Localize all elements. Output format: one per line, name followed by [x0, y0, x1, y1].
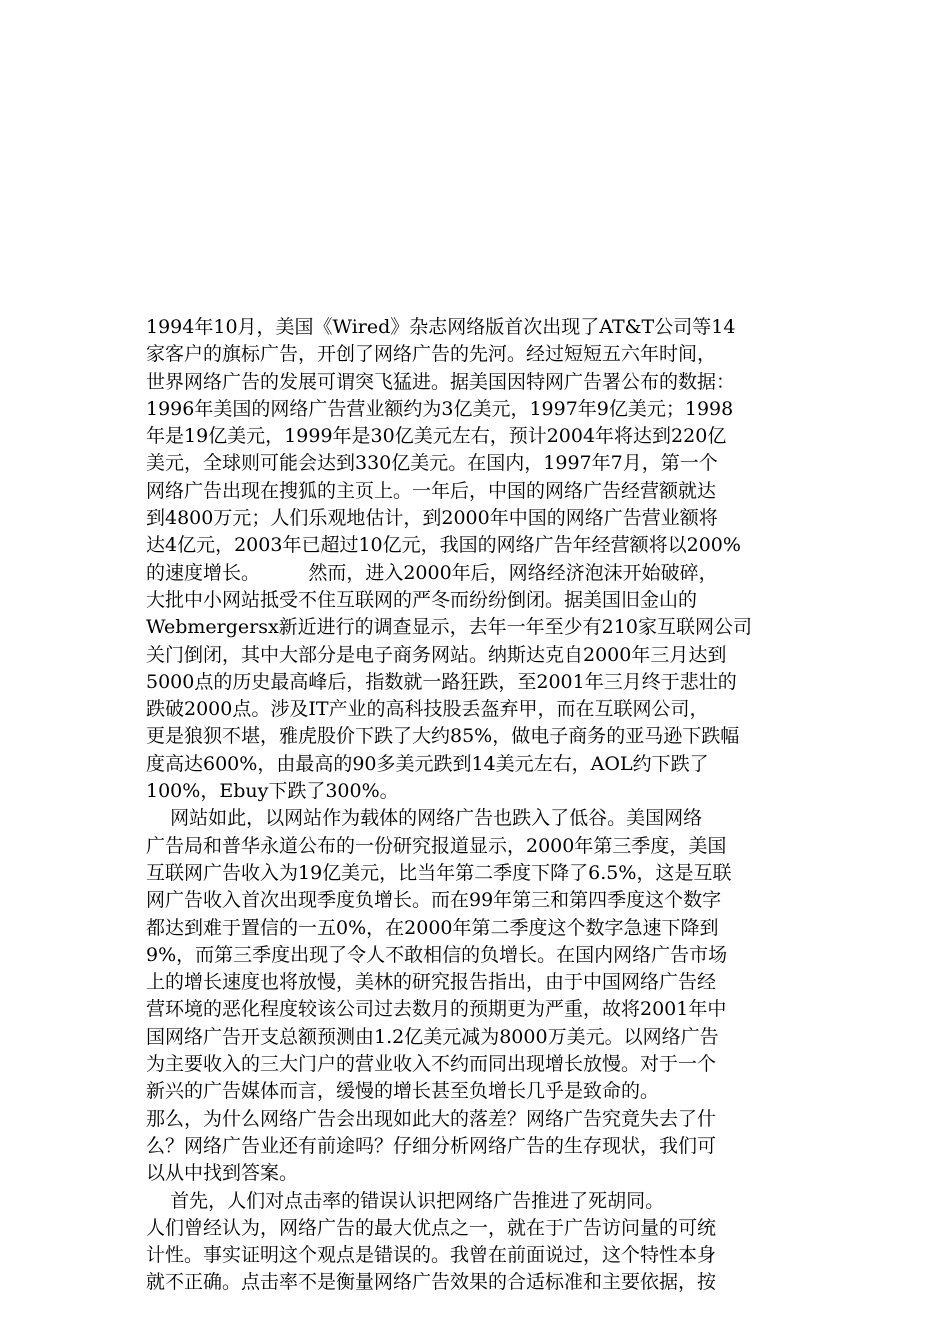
text-line: 那么，为什么网络广告会出现如此大的落差？网络广告究竟失去了什	[146, 1107, 717, 1130]
text-line: 国网络广告开支总额预测由1.2亿美元减为8000万美元。以网络广告	[146, 1025, 719, 1048]
text-line: 年是19亿美元，1999年是30亿美元左右，预计2004年将达到220亿	[146, 425, 727, 448]
text-line: 关门倒闭，其中大部分是电子商务网站。纳斯达克自2000年三月达到	[146, 643, 727, 666]
text-line: 家客户的旗标广告，开创了网络广告的先河。经过短短五六年时间，	[146, 343, 717, 366]
text-line: 就不正确。点击率不是衡量网络广告效果的合适标准和主要依据，按	[146, 1271, 717, 1294]
text-line: 网广告收入首次出现季度负增长。而在99年第三和第四季度这个数字	[146, 889, 722, 912]
text-line: 以从中找到答案。	[146, 1162, 299, 1185]
text-line: 跌破2000点。涉及IT产业的高科技股丢盔弃甲，而在互联网公司，	[146, 698, 709, 721]
text-line: 度高达600%，由最高的90多美元跌到14美元左右，AOL约下跌了	[146, 752, 709, 775]
text-line: 都达到难于置信的一五0%，在2000年第二季度这个数字急速下降到	[146, 916, 719, 939]
text-line: 人们曾经认为，网络广告的最大优点之一，就在于广告访问量的可统	[146, 1216, 717, 1239]
text-line: 美元，全球则可能会达到330亿美元。在国内，1997年7月，第一个	[146, 452, 718, 475]
body-text	[146, 314, 812, 1297]
text-line: 到4800万元；人们乐观地估计，到2000年中国的网络广告营业额将	[146, 507, 718, 530]
text-line: 营环境的恶化程度较该公司过去数月的预期更为严重，故将2001年中	[146, 998, 727, 1021]
text-line: 1996年美国的网络广告营业额约为3亿美元，1997年9亿美元；1998	[146, 397, 734, 420]
text-line: 1994年10月，美国《Wired》杂志网络版首次出现了AT&T公司等14	[146, 316, 736, 338]
text-line: Webmergersx新近进行的调查显示，去年一年至少有210家互联网公司	[146, 616, 752, 639]
text-line: 100%，Ebuy下跌了300%。	[146, 780, 399, 803]
text-line: 互联网广告收入为19亿美元，比当年第二季度下降了6.5%，这是互联	[146, 861, 732, 884]
text-line: 大批中小网站抵受不住互联网的严冬而纷纷倒闭。据美国旧金山的	[146, 588, 698, 611]
text-line: 新兴的广告媒体而言，缓慢的增长甚至负增长几乎是致命的。	[146, 1080, 660, 1103]
text-line: 广告局和普华永道公布的一份研究报道显示，2000年第三季度，美国	[146, 834, 727, 857]
text-line: 达4亿元，2003年已超过10亿元，我国的网络广告年经营额将以200%	[146, 534, 741, 557]
text-line: 网站如此，以网站作为载体的网络广告也跌入了低谷。美国网络	[146, 807, 703, 830]
text-line: 计性。事实证明这个观点是错误的。我曾在前面说过，这个特性本身	[146, 1244, 717, 1267]
text-line: 5000点的历史最高峰后，指数就一路狂跌，至2001年三月终于悲壮的	[146, 670, 737, 693]
text-line: 世界网络广告的发展可谓突飞猛进。据美国因特网广告署公布的数据：	[146, 370, 736, 393]
text-line: 更是狼狈不堪，雅虎股价下跌了大约85%，做电子商务的亚马逊下跌幅	[146, 725, 740, 748]
text-line: 上的增长速度也将放慢，美林的研究报告指出，由于中国网络广告经	[146, 971, 717, 994]
text-line: 么？网络广告业还有前途吗？仔细分析网络广告的生存现状，我们可	[146, 1134, 717, 1157]
text-line: 的速度增长。 然而，进入2000年后，网络经济泡沫开始破碎，	[146, 561, 718, 584]
text-line: 9%，而第三季度出现了令人不敢相信的负增长。在国内网络广告市场	[146, 943, 728, 966]
text-line: 首先，人们对点击率的错误认识把网络广告推进了死胡同。	[146, 1189, 665, 1212]
text-line: 为主要收入的三大门户的营业收入不约而同出现增长放慢。对于一个	[146, 1053, 717, 1076]
text-line: 网络广告出现在搜狐的主页上。一年后，中国的网络广告经营额就达	[146, 479, 717, 502]
